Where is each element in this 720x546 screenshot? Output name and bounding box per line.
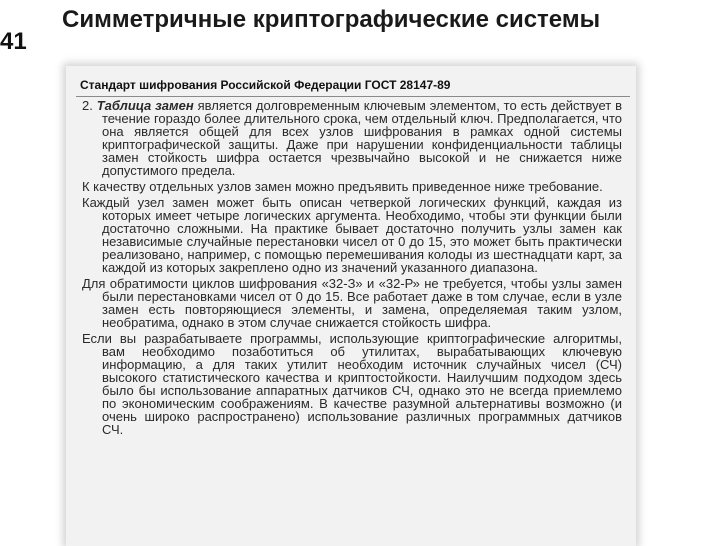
paragraph-text: Если вы разрабатываете программы, использующие криптографические алгоритмы, вам необходимо позаботиться об утилитах, вырабатывающих ключевую информацию, а для таких утилит необходим источник случайных чисел (СЧ) высокого статистического качества и криптостойкости. Наилучшим подходом здесь было бы использование аппаратных датчиков СЧ, однако это не всегда приемлемо по экономическим соображениям. В качестве разумной альтернативы возможно (и очень широко распространено) использование различных программных датчиков СЧ. <box>82 331 622 437</box>
paragraph-term: Таблица замен <box>96 98 194 113</box>
paragraph <box>82 99 622 177</box>
content-box <box>66 66 636 546</box>
paragraph-text: Для обратимости циклов шифрования «32-З» и «32-Р» не требуется, чтобы узлы замен были перестановками чисел от 0 до 15. Все работает даже в том случае, если в узле замен есть повторяющиеся элементы, и замена, определяемая таким узлом, необратима, однако в этом случае снижается стойкость шифра. <box>82 276 622 330</box>
box-header: Стандарт шифрования Российской Федерации ГОСТ 28147-89 <box>80 78 451 92</box>
paragraph-lead: 2. <box>82 98 97 113</box>
paragraph <box>82 180 622 193</box>
paragraph-text: К качеству отдельных узлов замен можно предъявить приведенное ниже требование. <box>82 179 603 194</box>
paragraph <box>82 277 622 329</box>
paragraph-text: Каждый узел замен может быть описан четверкой логических функций, каждая из которых имеет четыре логических аргумента. Необходимо, чтобы эти функции были достаточно сложными. На практике бывает достаточно получить узлы замен как независимые случайные перестановки чисел от 0 до 15, это может быть практически реализовано, например, с помощью перемешивания колоды из шестнадцати карт, за каждой из которых закреплено одно из значений указанного диапазона. <box>82 195 622 275</box>
body-text <box>82 99 622 436</box>
slide-title: Симметричные криптографические системы <box>62 6 601 33</box>
header-divider <box>76 96 630 97</box>
paragraph <box>82 196 622 274</box>
paragraph <box>82 332 622 436</box>
slide-number: 41 <box>0 28 27 55</box>
paragraph-text: является долговременным ключевым элементом, то есть действует в течение гораздо более длительного срока, чем отдельный ключ. Предполагается, что она является общей для всех узлов шифрования в рамках одной системы криптографической защиты. Даже при нарушении конфиденциальности таблицы замен стойкость шифра остается чрезвычайно высокой и не снижается ниже допустимого предела. <box>102 98 622 178</box>
